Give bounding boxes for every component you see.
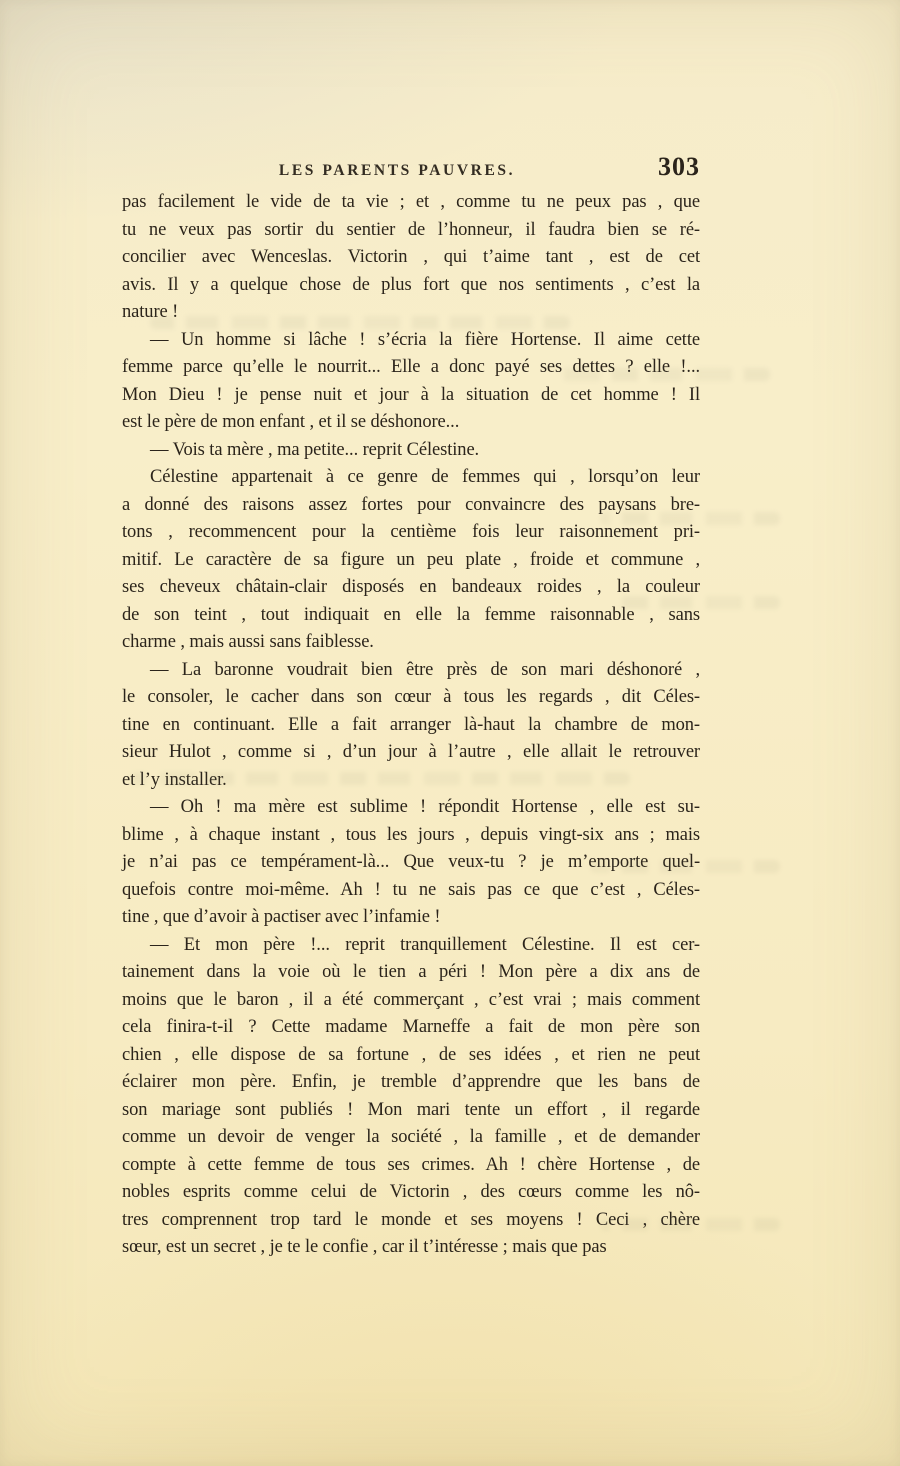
paragraph [122, 437, 700, 465]
text-line: concilier avec Wenceslas. Victorin , qui t’aime tant , est de cet [122, 247, 700, 267]
text-line: nature ! [122, 302, 179, 322]
paragraph [122, 327, 700, 437]
text-line: a donné des raisons assez fortes pour convaincre des paysans bre- [122, 494, 700, 515]
text-line: éclairer mon père. Enfin, je tremble d’apprendre que les bans de [122, 1072, 700, 1092]
page-text [122, 189, 700, 1262]
text-line: tine , que d’avoir à pactiser avec l’infamie ! [122, 907, 441, 927]
text-line: moins que le baron , il a été commerçant , c’est vrai ; mais comment [122, 989, 700, 1010]
text-line: tons , recommencent pour la centième fois leur raisonnement pri- [122, 522, 700, 542]
text-line: chien , elle dispose de sa fortune , de ses idées , et rien ne peut [122, 1044, 700, 1065]
text-line: femme parce qu’elle le nourrit... Elle a donc payé ses dettes ? elle !... [122, 357, 700, 377]
text-line: — Oh ! ma mère est sublime ! répondit Hortense , elle est su- [150, 797, 700, 817]
text-line: pas facilement le vide de ta vie ; et , comme tu ne peux pas , que [122, 192, 700, 212]
text-line: charme , mais aussi sans faiblesse. [122, 632, 374, 652]
text-line: quefois contre moi-même. Ah ! tu ne sais pas ce que c’est , Céles- [122, 879, 700, 900]
text-line: Célestine appartenait à ce genre de femmes qui , lorsqu’on leur [150, 467, 700, 487]
running-header [122, 152, 700, 186]
paragraph [122, 657, 700, 795]
text-line: son mariage sont publiés ! Mon mari tente un effort , il regarde [122, 1099, 700, 1120]
text-line: cela finira-t-il ? Cette madame Marneffe a fait de mon père son [122, 1017, 700, 1037]
text-line: comme un devoir de venger la société , la famille , et de demander [122, 1127, 700, 1147]
text-line: — Un homme si lâche ! s’écria la fière Hortense. Il aime cette [150, 329, 700, 350]
text-line: — La baronne voudrait bien être près de son mari déshonoré , [150, 659, 700, 680]
text-line: ses cheveux châtain-clair disposés en bandeaux roides , la couleur [122, 577, 700, 597]
text-line: de son teint , tout indiquait en elle la femme raisonnable , sans [122, 604, 700, 625]
text-line: sieur Hulot , comme si , d’un jour à l’autre , elle allait le retrouver [122, 742, 700, 762]
text-line: compte à cette femme de tous ses crimes. Ah ! chère Hortense , de [122, 1154, 700, 1175]
text-line: est le père de mon enfant , et il se déshonore... [122, 412, 460, 432]
text-line: tainement dans la voie où le tien a péri ! Mon père a dix ans de [122, 962, 700, 982]
text-line: le consoler, le cacher dans son cœur à tous les regards , dit Céles- [122, 687, 700, 707]
paragraph [122, 189, 700, 327]
running-title: LES PARENTS PAUVRES. [278, 162, 516, 179]
paragraph [122, 794, 700, 932]
text-line: — Vois ta mère , ma petite... reprit Célestine. [150, 439, 480, 460]
text-line: avis. Il y a quelque chose de plus fort que nos sentiments , c’est la [122, 274, 700, 295]
text-line: sœur, est un secret , je te le confie , car il t’intéresse ; mais que pas [122, 1237, 607, 1257]
text-line: je n’ai pas ce tempérament-là... Que veux-tu ? je m’emporte quel- [122, 852, 700, 872]
text-line: et l’y installer. [122, 769, 227, 790]
text-line: — Et mon père !... reprit tranquillement Célestine. Il est cer- [150, 934, 700, 955]
text-line: tu ne veux pas sortir du sentier de l’honneur, il faudra bien se ré- [122, 219, 700, 240]
text-line: nobles esprits comme celui de Victorin , des cœurs comme les nô- [122, 1182, 700, 1202]
page-number: 303 [658, 152, 700, 181]
text-line: blime , à chaque instant , tous les jours , depuis vingt-six ans ; mais [122, 824, 700, 845]
paragraph [122, 464, 700, 657]
paragraph [122, 932, 700, 1262]
text-line: tres comprennent trop tard le monde et ses moyens ! Ceci , chère [122, 1209, 700, 1230]
text-line: tine en continuant. Elle a fait arranger là-haut la chambre de mon- [122, 714, 700, 735]
text-line: Mon Dieu ! je pense nuit et jour à la situation de cet homme ! Il [122, 384, 700, 405]
text-line: mitif. Le caractère de sa figure un peu plate , froide et commune , [122, 549, 700, 570]
